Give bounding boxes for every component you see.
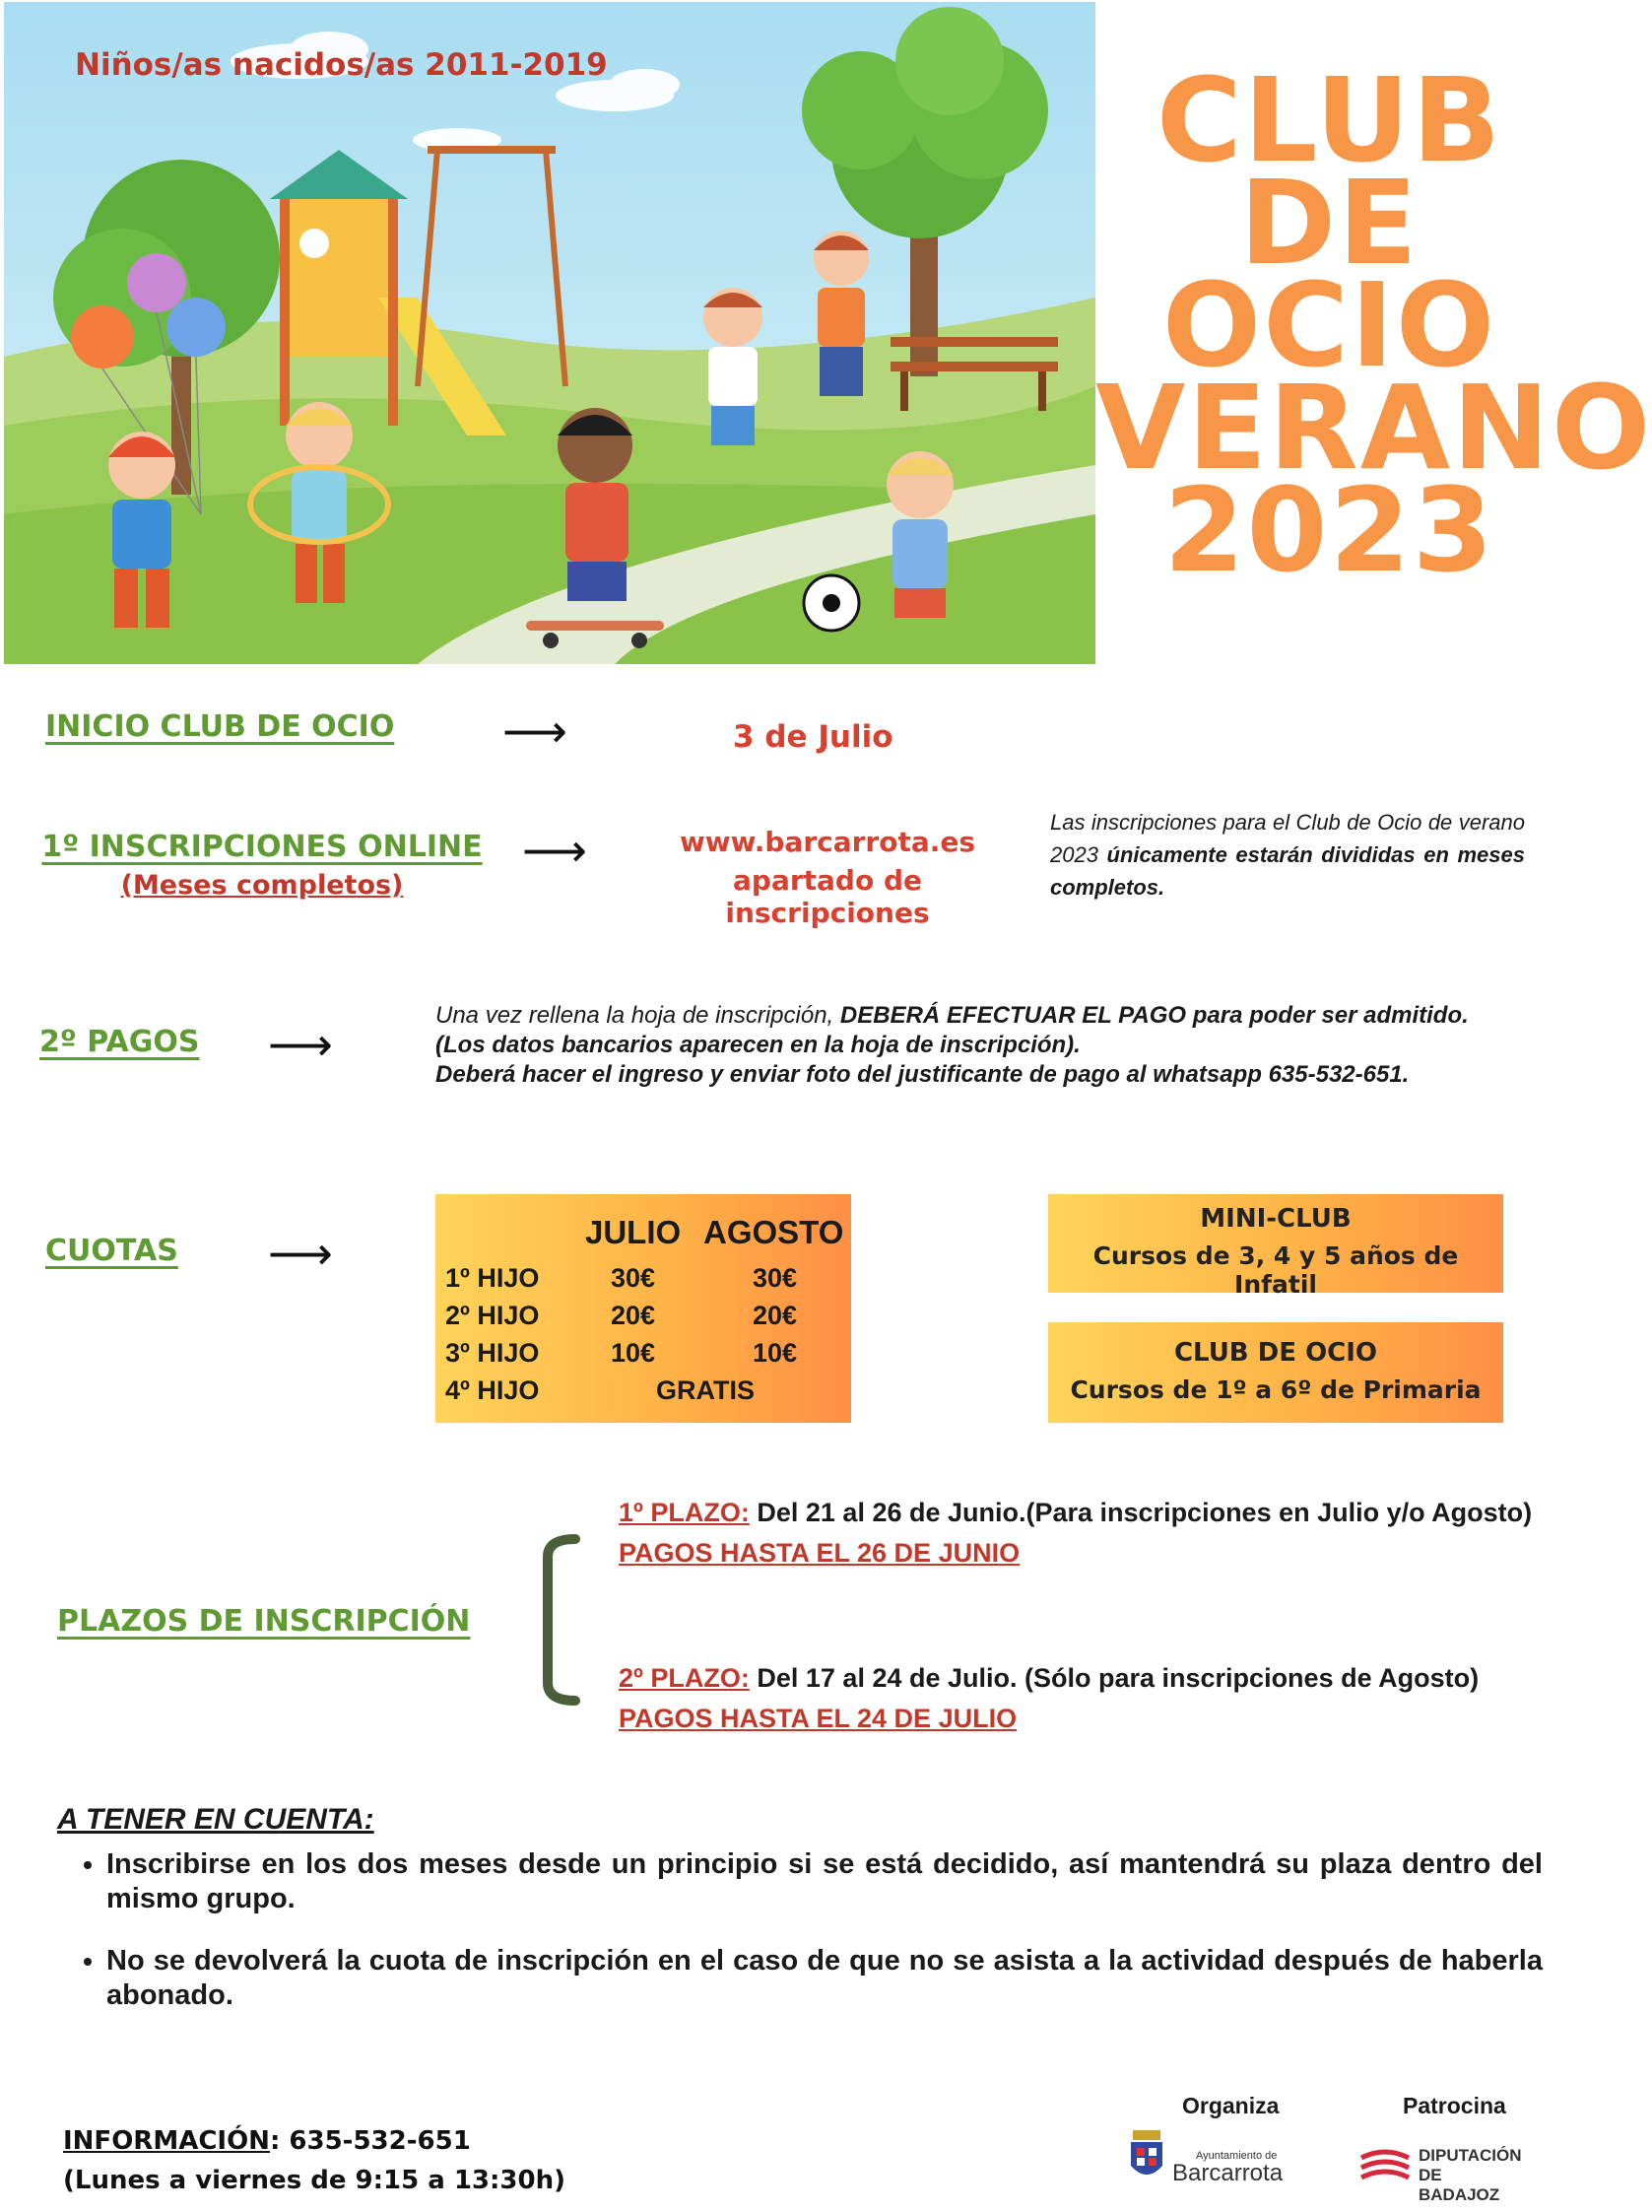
- patrocina-label: Patrocina: [1403, 2093, 1506, 2118]
- inscripciones-sublabel: (Meses completos): [120, 870, 404, 901]
- plazos-label: PLAZOS DE INSCRIPCIÓN: [57, 1604, 471, 1639]
- bracket-icon: [540, 1535, 579, 1705]
- plazo-2: [619, 1663, 1479, 1734]
- fees-row-agosto: 20€: [753, 1301, 798, 1330]
- plazo-2-line: [619, 1663, 1479, 1694]
- clubocio-title: CLUB DE OCIO: [1173, 1338, 1378, 1368]
- inicio-date: 3 de Julio: [733, 719, 893, 755]
- info-line: [63, 2126, 565, 2156]
- plazo-2-label: 2º PLAZO:: [619, 1663, 750, 1693]
- arrow-right-icon: ⟶: [502, 704, 567, 758]
- fees-row: [445, 1301, 839, 1334]
- inicio-label: INICIO CLUB DE OCIO: [45, 709, 395, 744]
- inscripciones-note: [1050, 806, 1525, 904]
- organiza-label: Organiza: [1182, 2093, 1280, 2118]
- fees-row-hijo: 4º HIJO: [445, 1375, 540, 1405]
- diputacion-logo: [1357, 2142, 1525, 2204]
- fees-row: [445, 1263, 839, 1297]
- arrow-right-icon: ⟶: [268, 1227, 333, 1280]
- clubocio-subtitle: Cursos de 1º a 6º de Primaria: [1070, 1375, 1482, 1404]
- plazo-2-text: Del 17 al 24 de Julio. (Sólo para inscripciones de Agosto): [749, 1663, 1480, 1693]
- list-item: • No se devolverá la cuota de inscripción en el caso de que no se asista a la actividad después de haberla abonado.: [106, 1944, 1543, 2013]
- website-block: [630, 826, 1024, 929]
- plazo-1-text: Del 21 al 26 de Junio.(Para inscripciones en Julio y/o Agosto): [749, 1498, 1533, 1527]
- pagos-label: 2º PAGOS: [39, 1025, 200, 1059]
- fees-row-julio: 30€: [611, 1263, 656, 1293]
- info-label: INFORMACIÓN: [63, 2126, 270, 2156]
- miniclub-box: [1048, 1194, 1503, 1299]
- fees-row: [445, 1338, 839, 1372]
- fees-row-hijo: 1º HIJO: [445, 1263, 540, 1293]
- pagos-line-1-text: Una vez rellena la hoja de inscripción,: [435, 1002, 840, 1029]
- fees-header-julio: JULIO: [585, 1214, 682, 1250]
- fees-row-gratis: GRATIS: [656, 1375, 755, 1405]
- website-section: apartado de inscripciones: [725, 864, 930, 929]
- fees-table: [435, 1194, 851, 1423]
- fees-row: [445, 1375, 839, 1409]
- playground-illustration: [4, 2, 1095, 664]
- info-hours: (Lunes a viernes de 9:15 a 13:30h): [63, 2166, 565, 2195]
- pagos-line-2: (Los datos bancarios aparecen en la hoja de inscripción).: [435, 1032, 1081, 1058]
- page-title: [1095, 52, 1652, 598]
- pagos-line-1-emphasis: DEBERÁ EFECTUAR EL PAGO para poder ser admitido.: [839, 1002, 1469, 1029]
- title-line: OCIO: [1161, 257, 1497, 393]
- barcarrota-logo: [1127, 2126, 1314, 2185]
- diputacion-mark-icon: [1357, 2144, 1413, 2183]
- org-name: Barcarrota: [1172, 2160, 1284, 2186]
- miniclub-subtitle: Cursos de 3, 4 y 5 años de Infatil: [1092, 1241, 1459, 1299]
- title-line: DE: [1239, 155, 1420, 291]
- inscripciones-label-block: [35, 830, 489, 901]
- birth-years-note: Niños/as nacidos/as 2011-2019: [75, 47, 608, 83]
- arrow-right-icon: ⟶: [522, 824, 587, 877]
- title-line: CLUB: [1156, 52, 1503, 188]
- pagos-text: [435, 1001, 1539, 1090]
- fees-header-agosto: AGOSTO: [703, 1214, 844, 1250]
- fees-row-hijo: 3º HIJO: [445, 1338, 540, 1368]
- fees-row-hijo: 2º HIJO: [445, 1301, 540, 1330]
- plazo-1-label: 1º PLAZO:: [619, 1498, 750, 1527]
- fees-row-agosto: 30€: [753, 1263, 798, 1293]
- plazo-1-pagos: PAGOS HASTA EL 26 DE JUNIO: [619, 1538, 1021, 1568]
- title-line: 2023: [1163, 462, 1495, 598]
- notes-list: [67, 1847, 1543, 2041]
- inscripciones-label: 1º INSCRIPCIONES ONLINE: [41, 830, 483, 864]
- plazo-2-pagos: PAGOS HASTA EL 24 DE JULIO: [619, 1704, 1018, 1733]
- plazo-1: [619, 1498, 1532, 1569]
- fees-row-agosto: 10€: [753, 1338, 798, 1368]
- pagos-line-1: [435, 1001, 1539, 1031]
- fees-row-julio: 10€: [611, 1338, 656, 1368]
- sponsor-line-2: DE BADAJOZ: [1419, 2166, 1500, 2204]
- clubocio-box: [1048, 1322, 1503, 1423]
- website-link[interactable]: www.barcarrota.es: [679, 826, 976, 858]
- pagos-line-3: Deberá hacer el ingreso y enviar foto del justificante de pago al whatsapp 635-532-651.: [435, 1061, 1410, 1088]
- info-phone: : 635-532-651: [269, 2126, 471, 2156]
- note-emphasis: únicamente estarán divididas en meses completos.: [1050, 842, 1525, 900]
- arrow-right-icon: ⟶: [268, 1018, 333, 1071]
- coat-of-arms-icon: [1127, 2126, 1166, 2185]
- list-item: • Inscribirse en los dos meses desde un principio si se está decidido, así mantendrá su plaza dentro del mismo grupo.: [106, 1847, 1543, 1916]
- title-line: VERANO: [1095, 360, 1652, 496]
- info-block: [63, 2126, 565, 2195]
- miniclub-title: MINI-CLUB: [1200, 1204, 1352, 1234]
- cuotas-label: CUOTAS: [45, 1234, 178, 1268]
- fees-row-julio: 20€: [611, 1301, 656, 1330]
- plazo-1-line: [619, 1498, 1532, 1528]
- sponsor-line-1: DIPUTACIÓN: [1419, 2146, 1522, 2165]
- note-text: Las inscripciones para el Club de Ocio de verano 2023: [1050, 810, 1525, 867]
- org-small-text: Ayuntamiento de: [1196, 2150, 1278, 2162]
- notes-heading: A TENER EN CUENTA:: [57, 1803, 374, 1836]
